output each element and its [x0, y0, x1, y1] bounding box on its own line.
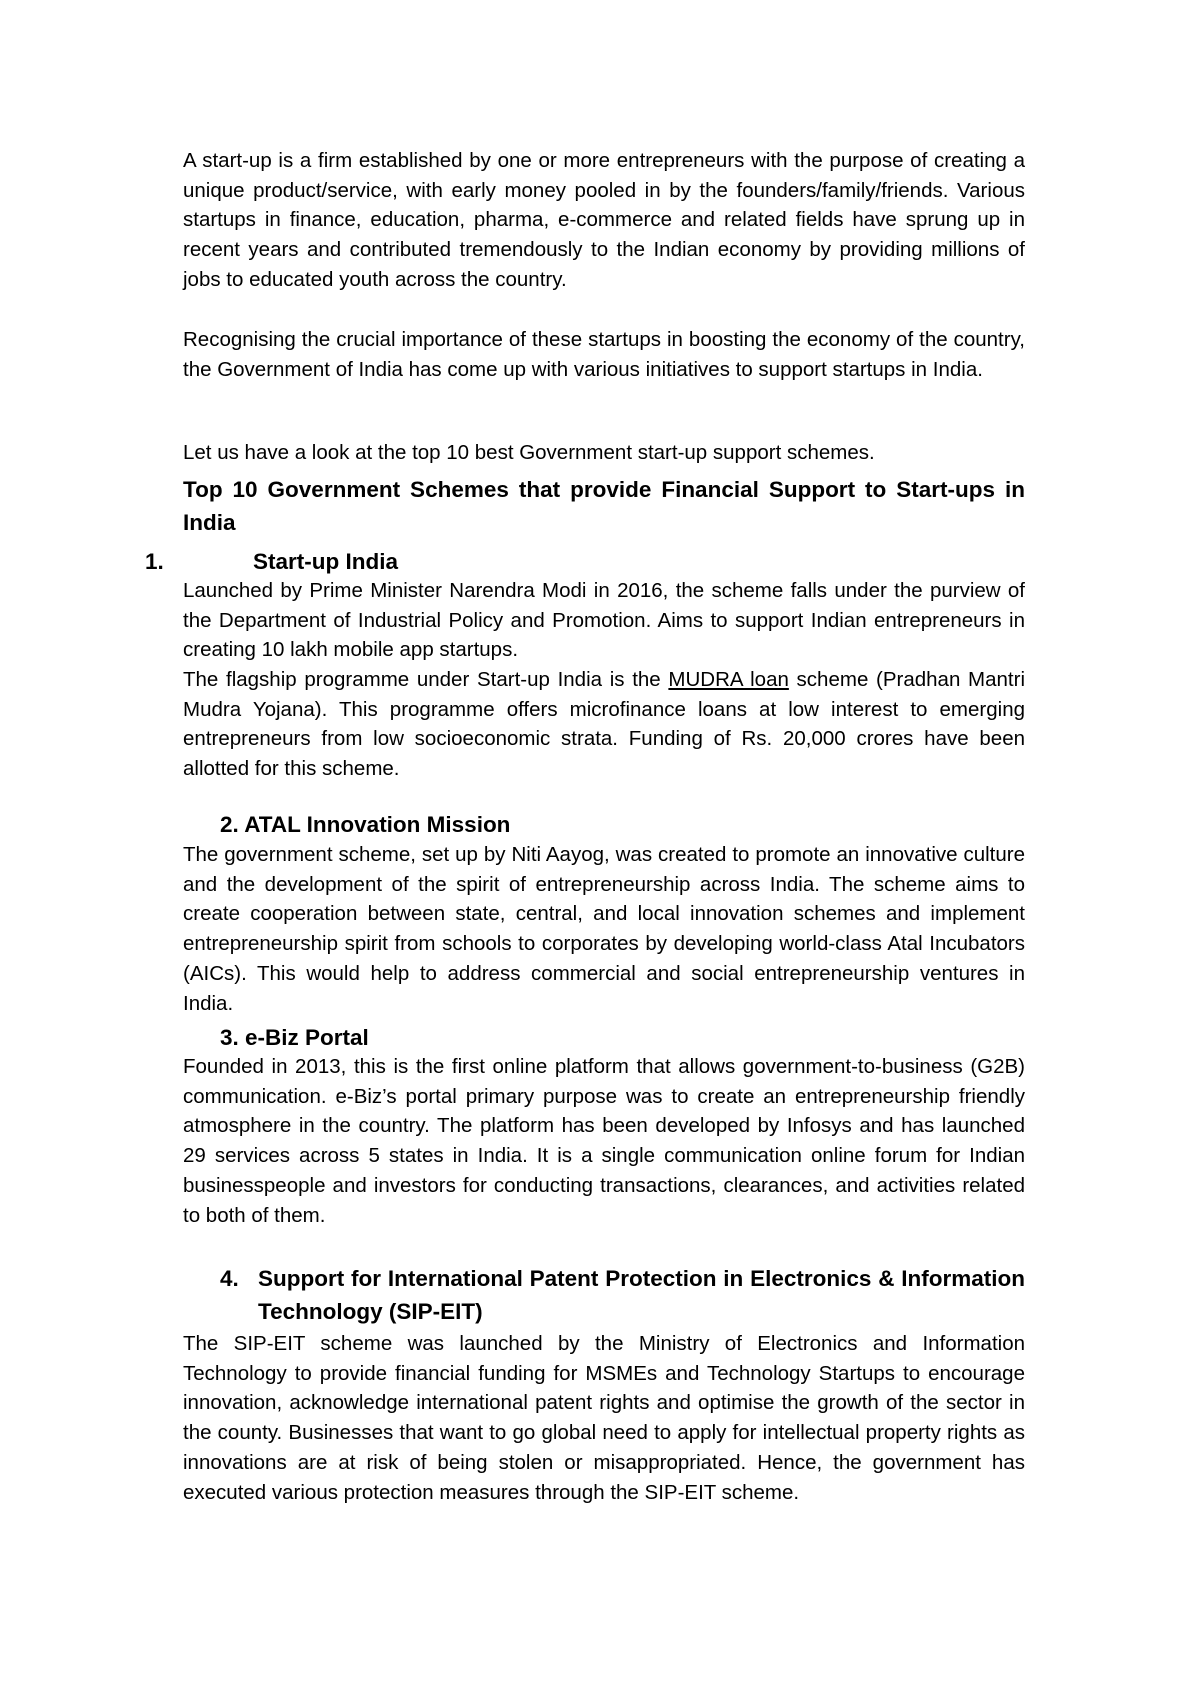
section-1-paragraph-2 [183, 665, 1025, 784]
section-2-number: 2. [220, 812, 239, 837]
section-4-paragraph: The SIP-EIT scheme was launched by the Ministry of Electronics and Information Technology to provide financial funding for MSMEs and Technology Startups to encourage innovation, acknowledge international patent rights and optimise the growth of the sector in the county. Businesses that want to go global need to apply for intellectual property rights as innovations are at risk of being stolen or misappropriated. Hence, the government has executed various protection measures through the SIP-EIT scheme. [183, 1332, 1025, 1504]
section-4-number: 4. [220, 1266, 239, 1291]
section-1-paragraph-2-start: The flagship programme under Start-up India is the [183, 668, 669, 691]
section-1-paragraph-1: Launched by Prime Minister Narendra Modi in 2016, the scheme falls under the purview of the Department of Industrial Policy and Promotion. Aims to support Indian entrepreneurs in creating 10 lakh mobile app startups. [183, 579, 1025, 662]
section-4-heading [220, 1262, 1025, 1328]
section-1-title: Start-up India [253, 549, 398, 574]
section-2-heading [220, 808, 510, 841]
intro-paragraph-1: A start-up is a firm established by one or more entrepreneurs with the purpose of creating a unique product/service, with early money pooled in by the founders/family/friends. Various startups in finance, education, pharma, e-commerce and related fields have sprung up in recent years and contributed tremendously to the Indian economy by providing millions of jobs to educated youth across the country. [183, 149, 1025, 291]
mudra-loan-link[interactable]: MUDRA loan [668, 668, 789, 691]
section-3-paragraph: Founded in 2013, this is the first online platform that allows government-to-business (G2B) communication. e-Biz’s portal primary purpose was to create an entrepreneurship friendly atmosphere in the country. The platform has been developed by Infosys and has launched 29 services across 5 states in India. It is a single communication online forum for Indian businesspeople and investors for conducting transactions, clearances, and activities related to both of them. [183, 1055, 1025, 1227]
section-3-title: e-Biz Portal [245, 1025, 369, 1050]
intro-paragraph-3: Let us have a look at the top 10 best Government start-up support schemes. [183, 441, 875, 464]
main-heading: Top 10 Government Schemes that provide Financial Support to Start-ups in India [183, 477, 1025, 535]
section-1-number: 1. [145, 549, 164, 574]
section-3-number: 3. [220, 1025, 239, 1050]
section-4-title: Support for International Patent Protection in Electronics & Information Technology (SIP-EIT) [258, 1266, 1025, 1324]
intro-paragraph-2: Recognising the crucial importance of these startups in boosting the economy of the country, the Government of India has come up with various initiatives to support startups in India. [183, 328, 1025, 381]
section-1-paragraph-2-end: scheme (Pradhan Mantri Mudra Yojana). This programme offers microfinance loans at low interest to emerging entrepreneurs from low socioeconomic strata. Funding of Rs. 20,000 crores have been allotted for this scheme. [183, 668, 1025, 781]
section-3-heading [220, 1021, 369, 1054]
section-2-paragraph: The government scheme, set up by Niti Aayog, was created to promote an innovative culture and the development of the spirit of entrepreneurship across India. The scheme aims to create cooperation between state, central, and local innovation schemes and implement entrepreneurship spirit from schools to corporates by developing world-class Atal Incubators (AICs). This would help to address commercial and social entrepreneurship ventures in India. [183, 843, 1025, 1015]
section-2-title: ATAL Innovation Mission [244, 812, 511, 837]
